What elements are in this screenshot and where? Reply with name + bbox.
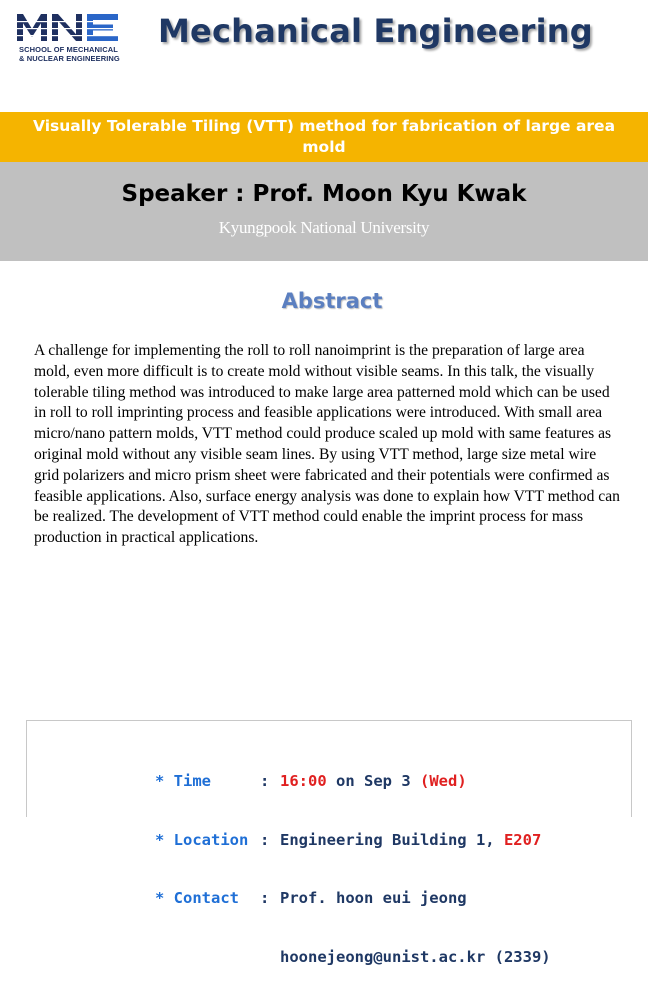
contact-email-row [155,948,551,968]
time-row [155,772,551,792]
location-row [155,831,551,851]
time-colon: : [260,772,270,790]
school-logo [17,12,127,62]
talk-title: Visually Tolerable Tiling (VTT) method for fabrication of large area mold [32,117,616,156]
event-info [155,733,551,1006]
location-colon: : [260,830,270,849]
speaker-bar [0,162,648,261]
abstract-body: A challenge for implementing the roll to roll nanoimprint is the preparation of large area mold, even more difficult is to create mold without visible seams. In this talk, the visually tolerable tiling method was introduced to make large area patterned mold which can be used in roll to roll imprinting process and feasible applications were introduced. With small area micro/nano pattern molds, VTT method could produce scaled up mold with same features as original mold without any visible seam lines. By using VTT method, large size metal wire grid polarizers and micro prism sheet were fabricated and their potentials were confirmed as feasible applications. Also, surface energy analysis was done to explain how VTT method can be realized. The development of VTT method could enable the imprint process for mass production in practical applications. [34,342,620,547]
contact-label: * Contact [155,889,239,907]
contact-colon: : [260,889,270,907]
svg-text:MNE: MNE [17,12,20,13]
talk-title-bar [0,112,648,162]
location-room: E207 [503,830,542,849]
page-title: Mechanical Engineering [158,12,593,50]
event-info-box [26,720,632,966]
speaker-affiliation: Kyungpook National University [218,218,430,237]
location-building: Engineering Building 1, [280,830,504,849]
logo-text-line-2: & NUCLEAR ENGINEERING [19,54,120,63]
day-value: (Wed) [420,772,467,790]
logo-text-line-1: SCHOOL OF MECHANICAL [19,45,118,54]
time-value: 16:00 [280,772,327,790]
time-label: * Time [155,772,211,790]
date-value: on Sep 3 [326,772,420,790]
contact-name: Prof. hoon eui jeong [280,889,467,907]
speaker-name: Speaker : Prof. Moon Kyu Kwak [121,181,527,207]
location-label: * Location [155,830,249,849]
contact-email: hoonejeong@unist.ac.kr (2339) [280,947,551,966]
abstract-heading: Abstract [281,289,383,313]
contact-row [155,889,551,909]
mne-logo-mark [17,12,119,42]
